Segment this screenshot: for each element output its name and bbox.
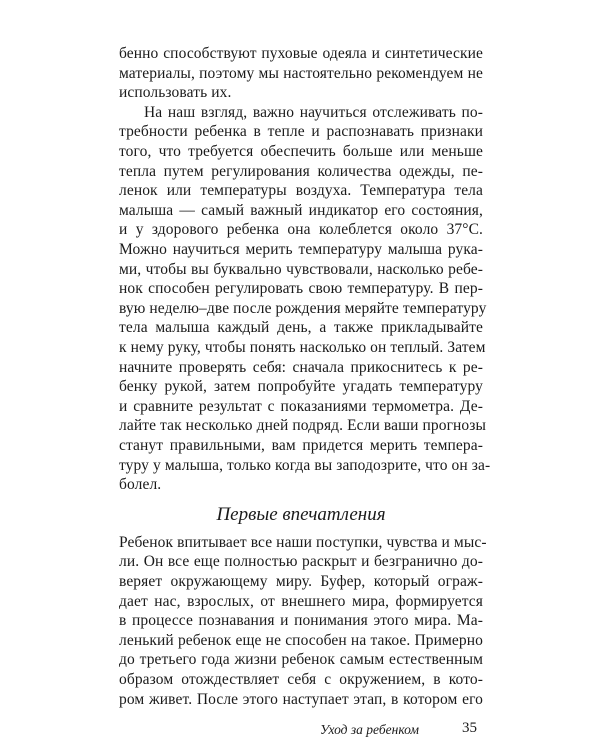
text-line: веряет окружающему миру. Буфер, который ограж- xyxy=(119,573,483,590)
text-line: в процессе познавания и понимания этого мира. Ма- xyxy=(119,612,483,630)
text-line: тела малыша каждый день, а также прикладывайте xyxy=(119,319,483,337)
page-number: 35 xyxy=(462,720,477,736)
text-line: ленький ребенок еще не способен на такое. Примерно xyxy=(119,631,483,649)
text-line: ли. Он все еще полностью раскрыт и безгранично до- xyxy=(119,553,483,571)
text-line: болел. xyxy=(119,476,162,494)
text-line: к нему руку, чтобы понять насколько он теплый. Затем xyxy=(119,339,486,356)
text-line: ленок или температуры воздуха. Температура тела xyxy=(119,182,483,200)
text-line: Можно научиться мерить температуру малыша рука- xyxy=(119,241,483,258)
text-line: и у здорового ребенка она колеблется около 37°C. xyxy=(119,221,483,239)
text-line: и сравните результат с показаниями термометра. Де- xyxy=(119,397,483,415)
text-line: использовать их. xyxy=(119,84,232,102)
text-line: малыша — самый важный индикатор его состояния, xyxy=(119,201,483,219)
text-line: бенку рукой, затем попробуйте угадать температуру xyxy=(119,378,483,396)
running-title: Уход за ребенком xyxy=(320,722,419,737)
text-line: до третьего года жизни ребенок самым естественным xyxy=(119,651,483,669)
text-line: Ребенок впитывает все наши поступки, чувства и мыс- xyxy=(119,533,487,551)
text-line: ми, чтобы вы буквально чувствовали, насколько ребе- xyxy=(119,260,483,278)
text-line: того, что требуется обеспечить больше или меньше xyxy=(119,143,483,160)
text-line: вую неделю–две после рождения меряйте температуру xyxy=(119,299,487,317)
text-line: станут правильными, вам придется мерить темпера- xyxy=(119,437,483,454)
text-line: дает нас, взрослых, от внешнего мира, формируется xyxy=(119,592,483,610)
text-line: туру у малыша, только когда вы заподозрите, что он за- xyxy=(119,456,491,474)
text-line: На наш взгляд, важно научиться отслеживать по- xyxy=(144,103,483,121)
text-line: начните проверять себя: сначала прикоснитесь к ре- xyxy=(119,358,483,376)
text-line: ром живет. После этого наступает этап, в котором его xyxy=(119,690,483,708)
text-line: требности ребенка в тепле и распознавать признаки xyxy=(119,123,483,141)
text-line: образом отождествляет себя с окружением, в кото- xyxy=(119,671,483,688)
text-line: бенно способствуют пуховые одеяла и синтетические xyxy=(119,45,483,62)
text-line: нок способен регулировать свою температуру. В пер- xyxy=(119,280,483,298)
text-line: материалы, поэтому мы настоятельно рекомендуем не xyxy=(119,64,483,82)
text-line: лайте так несколько дней подряд. Если ваши прогнозы xyxy=(119,417,487,435)
section-heading: Первые впечатления xyxy=(216,503,386,525)
text-line: тепла путем регулирования количества одежды, пе- xyxy=(119,162,483,180)
